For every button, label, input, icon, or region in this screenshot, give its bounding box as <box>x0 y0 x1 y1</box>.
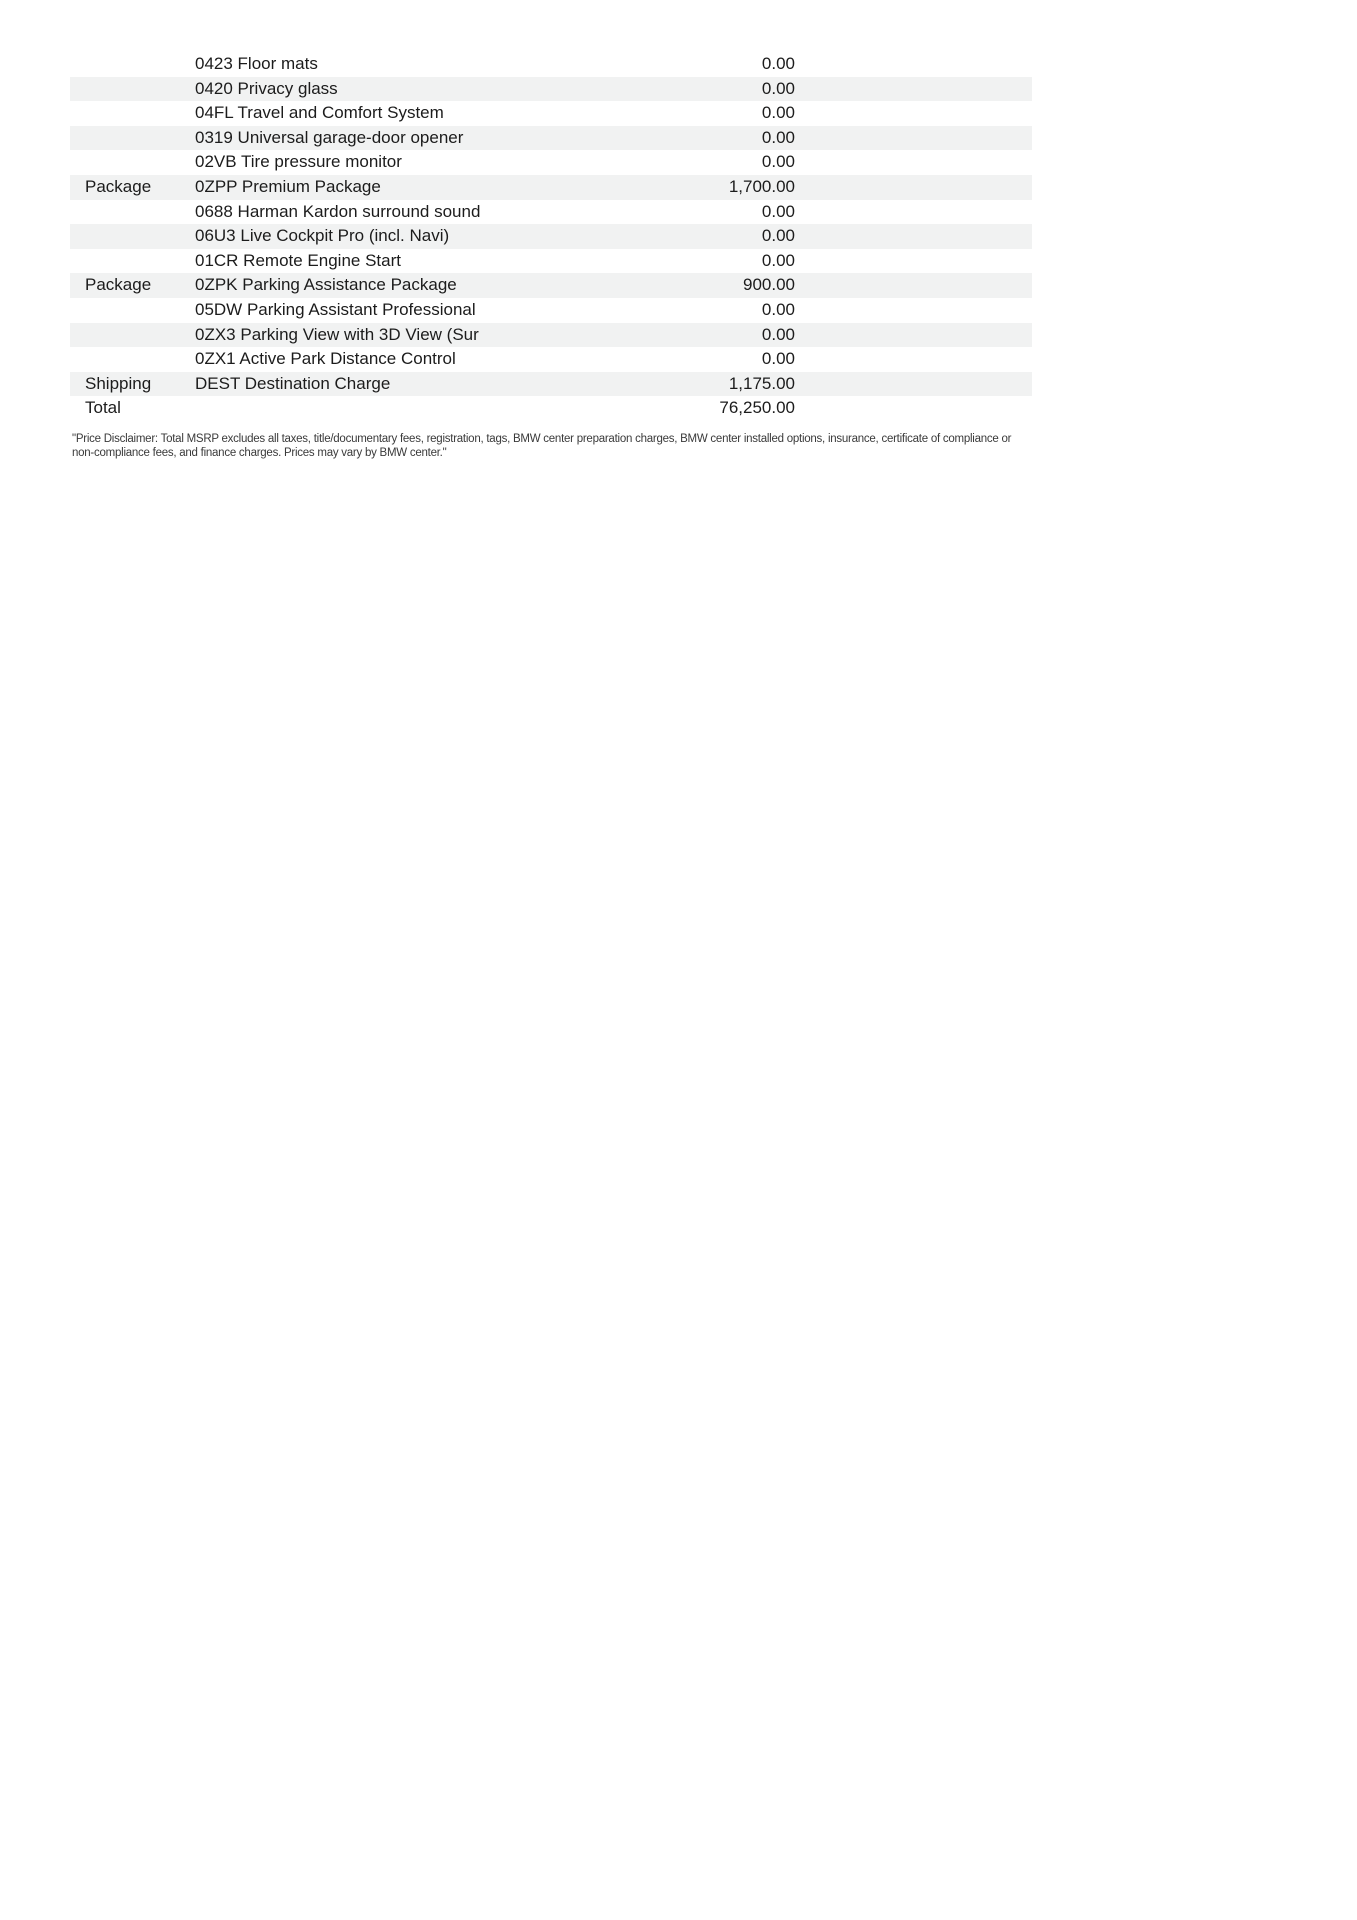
price-cell: 0.00 <box>761 54 795 73</box>
description-cell: 0688 Harman Kardon surround sound <box>195 201 481 221</box>
table-row <box>70 126 1032 151</box>
table-row <box>70 175 1032 200</box>
price-cell: 0.00 <box>761 324 795 344</box>
table-row <box>70 101 1032 126</box>
price-cell: 0.00 <box>761 152 795 172</box>
table-row <box>70 52 1032 77</box>
price-cell: 1,700.00 <box>728 176 795 196</box>
category-cell: Total <box>85 398 121 418</box>
table-row <box>70 200 1032 225</box>
price-cell: 0.00 <box>761 250 795 270</box>
price-cell: 0.00 <box>761 226 795 246</box>
description-cell: 0ZPK Parking Assistance Package <box>195 275 457 295</box>
description-cell: 02VB Tire pressure monitor <box>195 152 402 172</box>
description-cell: 06U3 Live Cockpit Pro (incl. Navi) <box>195 226 450 246</box>
table-row <box>70 224 1032 249</box>
description-cell: 0ZX1 Active Park Distance Control <box>195 349 456 369</box>
table-row <box>70 323 1032 348</box>
price-cell: 900.00 <box>743 275 795 295</box>
price-cell: 0.00 <box>761 299 795 319</box>
table-row <box>70 249 1032 274</box>
price-cell: 0.00 <box>761 103 795 123</box>
price-cell: 1,175.00 <box>728 373 795 393</box>
description-cell: 04FL Travel and Comfort System <box>195 103 444 123</box>
vehicle-options-table <box>70 52 1032 421</box>
table-row <box>70 372 1032 397</box>
description-cell: 05DW Parking Assistant Professional <box>195 299 476 319</box>
category-cell: Package <box>85 176 152 196</box>
table-row <box>70 273 1032 298</box>
price-cell: 76,250.00 <box>719 398 795 418</box>
description-cell: DEST Destination Charge <box>195 373 391 393</box>
price-cell: 0.00 <box>761 127 795 147</box>
price-cell: 0.00 <box>761 78 795 98</box>
table-row <box>70 347 1032 372</box>
table-row <box>70 396 1032 421</box>
price-cell: 0.00 <box>761 201 795 221</box>
category-cell: Package <box>85 275 152 295</box>
category-cell: Shipping <box>85 373 152 393</box>
price-cell: 0.00 <box>761 349 795 369</box>
description-cell: 0423 Floor mats <box>195 54 318 73</box>
description-cell: 0319 Universal garage-door opener <box>195 127 464 147</box>
description-cell: 0ZPP Premium Package <box>195 176 381 196</box>
table-row <box>70 298 1032 323</box>
table-row <box>70 77 1032 102</box>
description-cell: 0ZX3 Parking View with 3D View (Sur <box>195 324 479 344</box>
description-cell: 0420 Privacy glass <box>195 78 338 98</box>
table-row <box>70 150 1032 175</box>
description-cell: 01CR Remote Engine Start <box>195 250 401 270</box>
price-disclaimer: "Price Disclaimer: Total MSRP excludes all taxes, title/documentary fees, registration, tags, BMW center preparation charges, BMW center installed options, insurance, certificate of compliance or non-compliance fees, and finance charges. Prices may vary by BMW center." <box>72 433 1012 459</box>
